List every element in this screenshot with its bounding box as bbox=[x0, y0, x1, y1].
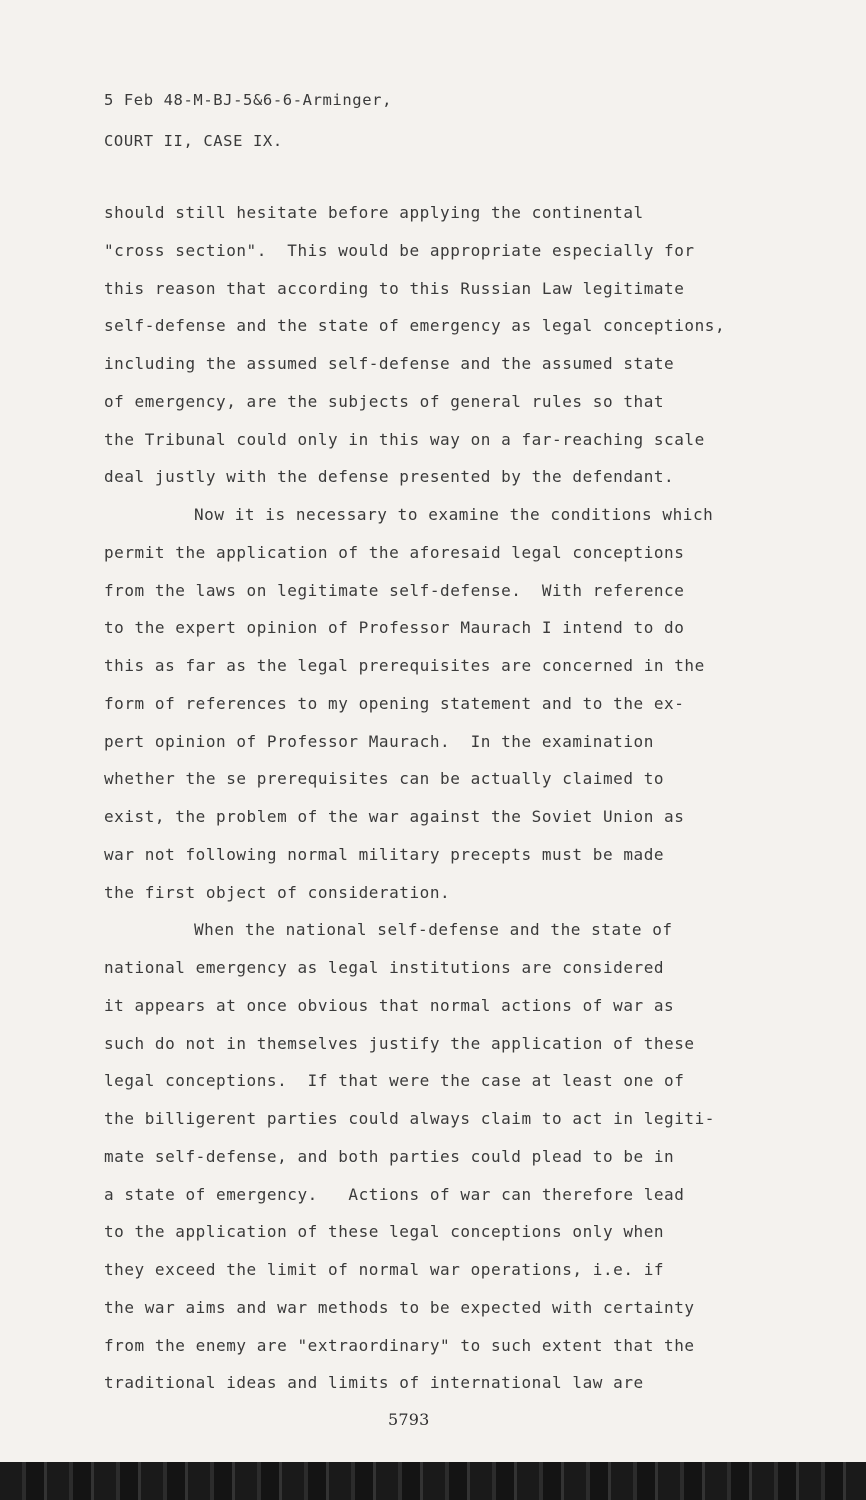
text-line: including the assumed self-defense and the assumed state bbox=[104, 354, 675, 373]
text-line: the first object of consideration. bbox=[104, 882, 451, 902]
text-line: the Tribunal could only in this way on a far-reaching scale bbox=[104, 429, 705, 449]
text-line: such do not in themselves justify the application of these bbox=[104, 1033, 695, 1053]
scan-edge-strip bbox=[0, 1462, 866, 1500]
text-line: national emergency as legal institutions are considered bbox=[104, 958, 665, 977]
header-reference: 5 Feb 48-M-BJ-5&6-6-Arminger, bbox=[104, 91, 393, 109]
text-line: permit the application of the aforesaid legal conceptions bbox=[104, 542, 685, 562]
text-line: pert opinion of Professor Maurach. In the examination bbox=[104, 731, 654, 751]
text-line: it appears at once obvious that normal actions of war as bbox=[104, 995, 675, 1015]
text-line: to the application of these legal conceptions only when bbox=[104, 1222, 665, 1242]
body-text bbox=[104, 202, 824, 1410]
paragraph-start-line: Now it is necessary to examine the conditions which bbox=[194, 505, 714, 524]
text-line: this reason that according to this Russian Law legitimate bbox=[104, 278, 685, 298]
text-line: mate self-defense, and both parties could plead to be in bbox=[104, 1146, 675, 1166]
text-line: war not following normal military precepts must be made bbox=[104, 844, 665, 864]
text-line: whether the se prerequisites can be actually claimed to bbox=[104, 769, 665, 789]
text-line: a state of emergency. Actions of war can therefore lead bbox=[104, 1184, 685, 1204]
text-line: should still hesitate before applying the continental bbox=[104, 203, 644, 222]
page-number: 5793 bbox=[388, 1410, 430, 1429]
text-line: to the expert opinion of Professor Maurach I intend to do bbox=[104, 618, 685, 638]
paragraph-start-line: When the national self-defense and the state of bbox=[194, 920, 673, 940]
header-court-case: COURT II, CASE IX. bbox=[104, 132, 283, 150]
text-line: they exceed the limit of normal war operations, i.e. if bbox=[104, 1260, 665, 1279]
text-line: traditional ideas and limits of international law are bbox=[104, 1373, 644, 1393]
text-line: deal justly with the defense presented by the defendant. bbox=[104, 467, 675, 487]
text-line: from the enemy are "extraordinary" to such extent that the bbox=[104, 1335, 695, 1355]
text-line: from the laws on legitimate self-defense. With reference bbox=[104, 580, 685, 600]
text-line: this as far as the legal prerequisites are concerned in the bbox=[104, 656, 705, 675]
text-line: form of references to my opening statement and to the ex- bbox=[104, 693, 685, 713]
text-line: legal conceptions. If that were the case at least one of bbox=[104, 1071, 685, 1091]
text-line: self-defense and the state of emergency as legal conceptions, bbox=[104, 316, 726, 336]
text-line: of emergency, are the subjects of general rules so that bbox=[104, 391, 665, 411]
text-line: the billigerent parties could always claim to act in legiti- bbox=[104, 1109, 715, 1128]
text-line: the war aims and war methods to be expected with certainty bbox=[104, 1297, 695, 1317]
text-line: exist, the problem of the war against the Soviet Union as bbox=[104, 807, 685, 826]
text-line: "cross section". This would be appropriate especially for bbox=[104, 240, 695, 260]
